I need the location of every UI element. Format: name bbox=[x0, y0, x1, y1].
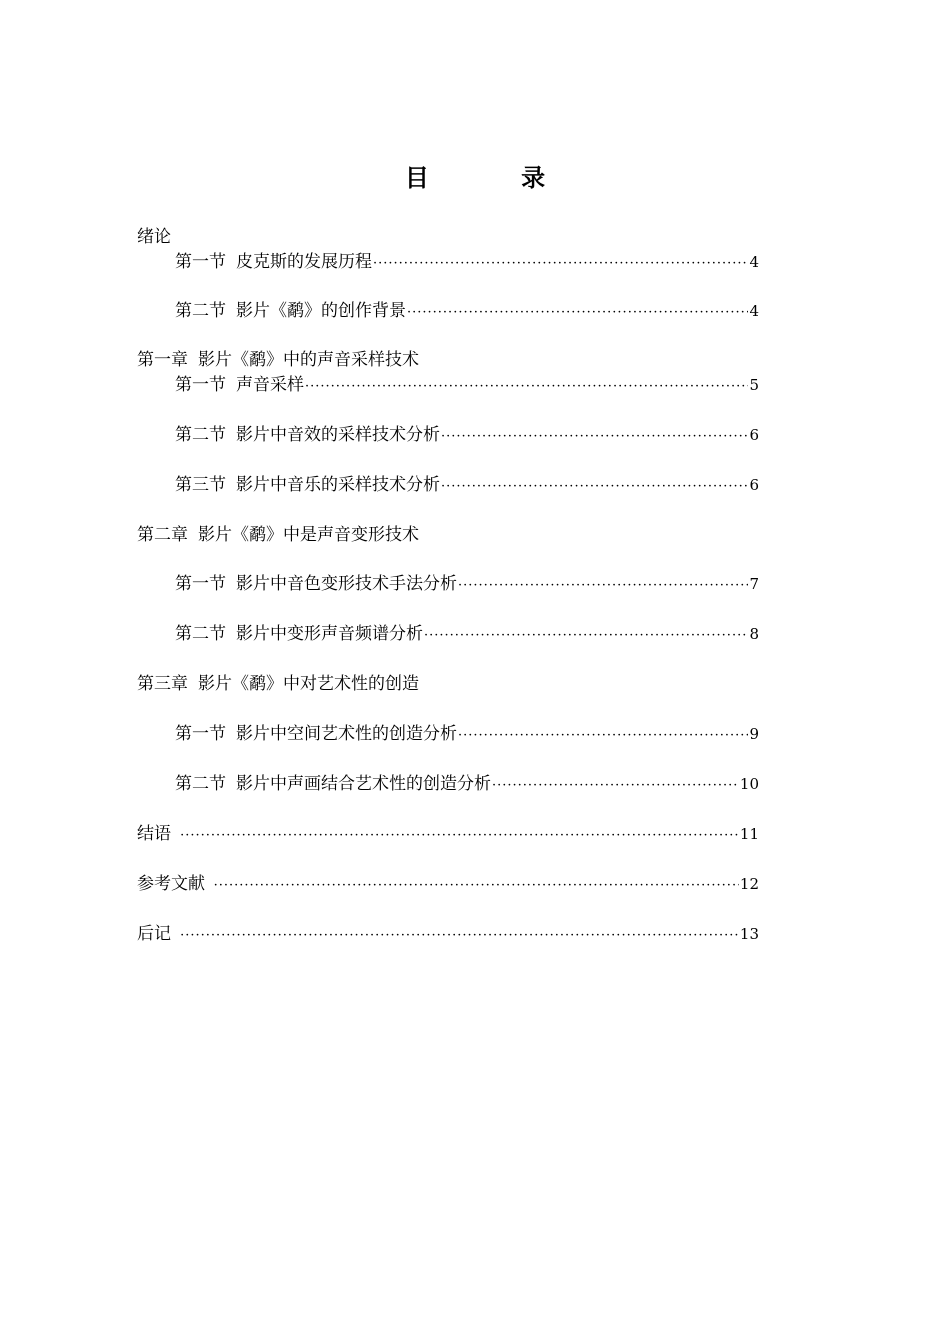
section-title: 皮克斯的发展历程 bbox=[236, 252, 372, 272]
toc-entry-intro-section-1[interactable] bbox=[175, 251, 759, 275]
toc-intro-heading[interactable] bbox=[137, 226, 759, 248]
toc-entry-ch1-section-1[interactable] bbox=[175, 374, 759, 398]
section-number: 第二节 bbox=[175, 425, 226, 445]
page-number: 6 bbox=[749, 426, 759, 444]
toc-entry-label: 结语 bbox=[137, 824, 171, 844]
dot-leader bbox=[180, 825, 739, 847]
dot-leader bbox=[373, 253, 748, 275]
page-number: 4 bbox=[749, 302, 759, 320]
dot-leader bbox=[492, 775, 739, 797]
toc-entry-ch2-section-2[interactable] bbox=[175, 623, 759, 647]
section-title: 声音采样 bbox=[236, 375, 304, 395]
toc-entry-references[interactable] bbox=[137, 873, 759, 897]
toc-chapter-2-heading[interactable] bbox=[137, 524, 759, 546]
page-number: 13 bbox=[739, 925, 759, 943]
page-number: 7 bbox=[749, 575, 759, 593]
toc-entry-label: 绪论 bbox=[137, 227, 171, 247]
chapter-number: 第一章 bbox=[137, 350, 188, 370]
section-number: 第一节 bbox=[175, 375, 226, 395]
toc-entry-ch2-section-1[interactable] bbox=[175, 573, 759, 597]
dot-leader bbox=[180, 925, 739, 947]
section-number: 第一节 bbox=[175, 724, 226, 744]
toc-entry-ch1-section-2[interactable] bbox=[175, 424, 759, 448]
page-number: 9 bbox=[749, 725, 759, 743]
toc-entry-postscript[interactable] bbox=[137, 923, 759, 947]
section-title: 影片中音乐的采样技术分析 bbox=[236, 475, 440, 495]
toc-entry-ch3-section-1[interactable] bbox=[175, 723, 759, 747]
section-number: 第二节 bbox=[175, 774, 226, 794]
dot-leader bbox=[458, 575, 748, 597]
section-title: 影片中声画结合艺术性的创造分析 bbox=[236, 774, 491, 794]
dot-leader bbox=[424, 625, 748, 647]
dot-leader bbox=[441, 476, 748, 498]
page-number: 10 bbox=[739, 775, 759, 793]
section-title: 影片中音效的采样技术分析 bbox=[236, 425, 440, 445]
page-number: 11 bbox=[739, 825, 759, 843]
chapter-number: 第二章 bbox=[137, 525, 188, 545]
toc-chapter-3-heading[interactable] bbox=[137, 673, 759, 695]
page-number: 5 bbox=[749, 376, 759, 394]
chapter-title: 影片《鹬》中的声音采样技术 bbox=[198, 350, 419, 370]
section-title: 影片中变形声音频谱分析 bbox=[236, 624, 423, 644]
toc-entry-conclusion[interactable] bbox=[137, 823, 759, 847]
toc-entry-label: 参考文献 bbox=[137, 874, 205, 894]
page-number: 6 bbox=[749, 476, 759, 494]
toc-entry-label: 后记 bbox=[137, 924, 171, 944]
toc-entry-intro-section-2[interactable] bbox=[175, 300, 759, 324]
section-number: 第三节 bbox=[175, 475, 226, 495]
dot-leader bbox=[214, 875, 739, 897]
section-title: 影片中音色变形技术手法分析 bbox=[236, 574, 457, 594]
section-number: 第二节 bbox=[175, 301, 226, 321]
section-number: 第一节 bbox=[175, 252, 226, 272]
section-number: 第二节 bbox=[175, 624, 226, 644]
dot-leader bbox=[441, 426, 748, 448]
page-title: 目 录 bbox=[404, 164, 588, 192]
dot-leader bbox=[305, 376, 748, 398]
dot-leader bbox=[458, 725, 748, 747]
page-number: 8 bbox=[749, 625, 759, 643]
section-title: 影片《鹬》的创作背景 bbox=[236, 301, 406, 321]
page-number: 12 bbox=[739, 875, 759, 893]
chapter-title: 影片《鹬》中是声音变形技术 bbox=[198, 525, 419, 545]
chapter-title: 影片《鹬》中对艺术性的创造 bbox=[198, 674, 419, 694]
chapter-number: 第三章 bbox=[137, 674, 188, 694]
section-number: 第一节 bbox=[175, 574, 226, 594]
page-number: 4 bbox=[749, 253, 759, 271]
toc-entry-ch1-section-3[interactable] bbox=[175, 474, 759, 498]
dot-leader bbox=[407, 302, 748, 324]
toc-chapter-1-heading[interactable] bbox=[137, 349, 759, 371]
section-title: 影片中空间艺术性的创造分析 bbox=[236, 724, 457, 744]
toc-entry-ch3-section-2[interactable] bbox=[175, 773, 759, 797]
